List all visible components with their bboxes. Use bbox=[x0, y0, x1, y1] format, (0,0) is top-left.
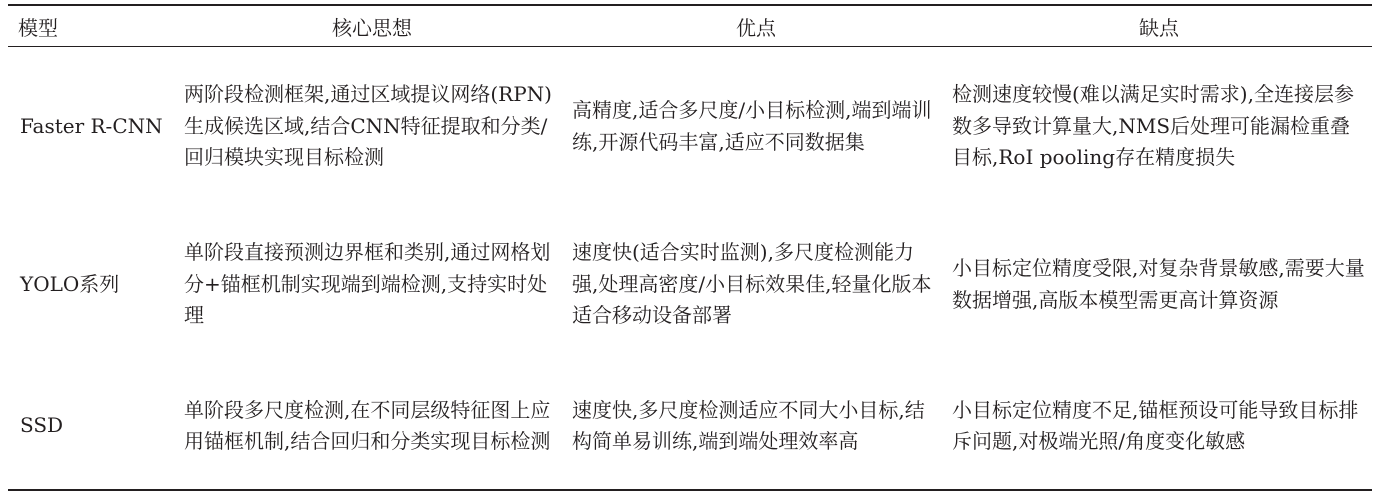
model-name-cell: SSD bbox=[20, 413, 64, 438]
disadvantages-cell: 小目标定位精度不足,锚框预设可能导致目标排斥问题,对极端光照/角度变化敏感 bbox=[952, 397, 1359, 453]
header-disadvantages: 缺点 bbox=[1139, 15, 1179, 40]
header-model: 模型 bbox=[18, 15, 58, 40]
model-name-cell: YOLO系列 bbox=[20, 271, 120, 296]
header-core-idea: 核心思想 bbox=[332, 15, 412, 40]
header-advantages: 优点 bbox=[736, 15, 776, 40]
advantages-cell: 高精度,适合多尺度/小目标检测,端到端训练,开源代码丰富,适应不同数据集 bbox=[572, 98, 932, 154]
core-idea-cell: 单阶段直接预测边界框和类别,通过网格划分+锚框机制实现端到端检测,支持实时处理 bbox=[184, 240, 551, 328]
advantages-cell: 速度快,多尺度检测适应不同大小目标,结构简单易训练,端到端处理效率高 bbox=[572, 397, 925, 453]
advantages-cell: 速度快(适合实时监测),多尺度检测能力强,处理高密度/小目标效果佳,轻量化版本适合移动设备部署 bbox=[572, 240, 932, 328]
table-row bbox=[8, 363, 1372, 490]
disadvantages-cell: 检测速度较慢(难以满足实时需求),全连接层参数多导致计算量大,NMS后处理可能漏检重叠目标,RoI pooling存在精度损失 bbox=[952, 82, 1354, 170]
core-idea-cell: 两阶段检测框架,通过区域提议网络(RPN)生成候选区域,结合CNN特征提取和分类/回归模块实现目标检测 bbox=[184, 82, 552, 170]
model-comparison-table bbox=[8, 4, 1372, 491]
table-header-row bbox=[8, 5, 1372, 47]
model-name-cell: Faster R-CNN bbox=[20, 113, 163, 138]
core-idea-cell: 单阶段多尺度检测,在不同层级特征图上应用锚框机制,结合回归和分类实现目标检测 bbox=[184, 397, 551, 453]
comparison-table-container bbox=[8, 4, 1372, 491]
table-row bbox=[8, 47, 1372, 207]
table-row bbox=[8, 206, 1372, 363]
disadvantages-cell: 小目标定位精度受限,对复杂背景敏感,需要大量数据增强,高版本模型需更高计算资源 bbox=[952, 256, 1365, 312]
